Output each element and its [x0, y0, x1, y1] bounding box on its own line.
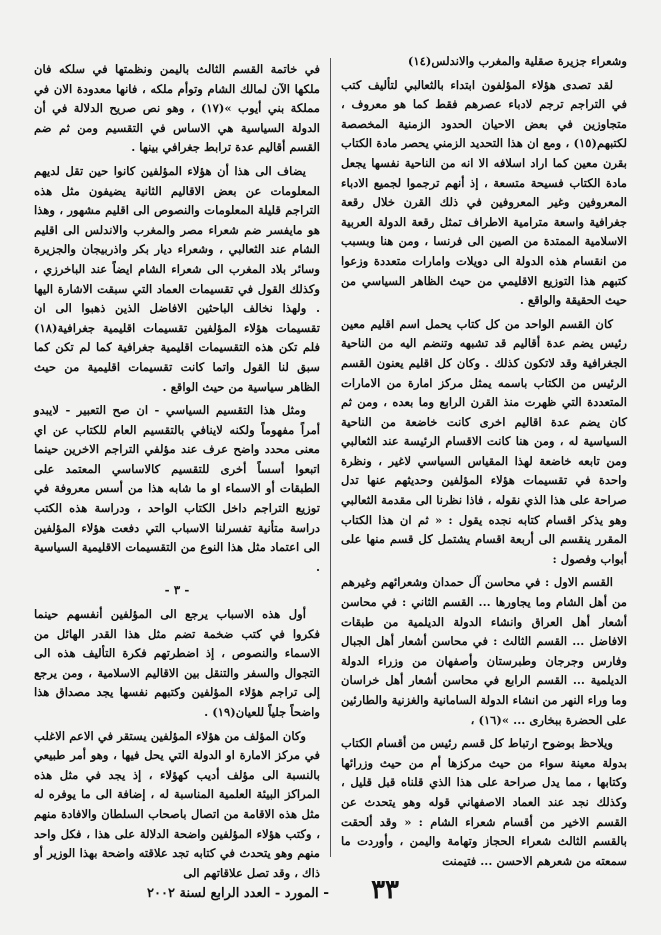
paragraph: ومثل هذا التقسيم السياسي - ان صح التعبير - لايبدو أمراً مفهوماً ولكنه لاينافي بالتقسيم العام للكتاب عن اي معنى محدد واضح عرف عند مؤلفي التراجم الاخرين حينما اتبعوا أسساً أخرى للتقسيم كالاساسي المعتمد على الطبقات أو الاسماء او ما شابه هذا من أسس معروفة في توزيع التراجم داخل الكتاب الواحد ، ودراسة هذه الكتب دراسة متأنية تفسرلنا الاسباب التي دفعت هؤلاء المؤلفين الى اعتماد مثل هذا النوع من التقسيمات الاقليمية السياسية .: [34, 403, 320, 574]
paragraph: لقد تصدى هؤلاء المؤلفون ابتداء بالثعالبي لتأليف كتب في التراجم ترجم لادباء عصرهم فقط كما هو معروف ، متجاوزين في بعض الاحيان الحدود الزمنية المخصصة لكتبهم(١٥) ، ومع ان هذا التحديد الزمني يحصر مادة الكتاب بقرن معين كما اراد اسلافه الا انه من الناحية نفسها يجعل مادة الكتاب فسيحة متسعة ، إذ أنهم ترجموا لجميع الادباء المعروفين وغير المعروفين في ذلك القرن خلال رقعة جغرافية واسعة مترامية الاطراف تمثل رقعة الدولة العربية الاسلامية الممتدة من الصين الى فرنسا ، ومن هنا وبسبب من انقسام هذه الدولة الى دويلات وامارات متعددة وزعوا كتبهم هذا التوزيع الاقليمي من حيث الظاهر السياسي من حيث الحقيقة والواقع .: [341, 77, 627, 308]
right-column: [341, 52, 627, 875]
page-footer: [0, 867, 661, 905]
journal-issue-line: [147, 885, 329, 901]
section-marker: - ٣ -: [164, 583, 190, 598]
paragraph: يضاف الى هذا أن هؤلاء المؤلفين كانوا حين تقل لديهم المعلومات عن بعض الاقاليم الثانية يضيفون مثل هذه التراجم قليلة المعلومات والنصوص الى اقليم مشهور ، وهذا هو مايفسر ضم شعراء مصر والمغرب والاندلس الى اقليم الشام عند الثعالبي ، وشعراء ديار بكر واذربيجان والجزيرة وسائر بلاد المغرب الى شعراء الشام ايضاً عند الباخرزي ، وكذلك القول في تقسيمات العماد التي سبقت الاشارة اليها . ولهذا نخالف الباحثين الافاضل الذين ذهبوا الى ان تقسيمات هؤلاء المؤلفين تقسيمات اقليمية جغرافية(١٨) فلم تكن هذه التقسيمات اقليمية جغرافية كما لم تكن كما سبق لنا القول واتما كانت تقسيمات اقليمية من حيث الظاهر سياسية من حيث الواقع .: [34, 163, 320, 394]
page-number: ٣٣: [371, 875, 399, 905]
paragraph: كان القسم الواحد من كل كتاب يحمل اسم اقليم معين رئيس يضم عدة أقاليم قد تشبهه وتنضم اليه من الناحية الجغرافية وقد لاتكون كذلك . وكان كل اقليم يعنون القسم الرئيس من الكتاب باسمه يمثل مركز امارة من الامارات المتعددة التي ظهرت منذ القرن الرابع وما بعده ، ومن ثم كان يضم عدة اقاليم اخرى كانت خاضعة من الناحية السياسية له ، ومن هنا كانت الاقسام الرئيسة عند الثعالبي ومن تابعه خاضعة لهذا المقياس السياسي لاغير ، ونظرة واحدة في تقسيمات هؤلاء المؤلفين وحديثهم عنها تدل صراحة على هذا الذي نقوله ، فاذا نظرنا الى مقدمة الثعالبي وهو يذكر اقسام كتابه نجده يقول : « ثم ان هذا الكتاب المقرر ينقسم الى أربعة اقسام يشتمل كل قسم منها على أبواب وفصول :: [341, 316, 627, 566]
paragraph: أول هذه الاسباب يرجع الى المؤلفين أنفسهم حينما فكروا في كتب ضخمة تضم مثل هذا القدر الهائل من الاسماء والنصوص ، إذ اضطرتهم فكرة التأليف هذه الى التجوال والسفر والتنقل بين الاقاليم الاسلامية ، ومن يرجع إلى تراجم هؤلاء المؤلفين وكتبهم نفسها يجد مصداق هذا واضحاً جلياً للعيان(١٩) .: [34, 607, 320, 719]
paragraph: القسم الاول : في محاسن آل حمدان وشعرائهم وغيرهم من أهل الشام وما يجاورها ... القسم الثاني : في محاسن أشعار أهل العراق وانشاء الدولة الديلمية من طبقات الافاضل ... القسم الثالث : في محاسن أشعار أهل الجبال وفارس وجرجان وطبرستان وأصفهان من وزراء الدولة الديلمية ... القسم الرابع في محاسن أشعار أهل خراسان وما وراء النهر من انشاء الدولة السامانية والغزنية والطارئين على الحضرة ببخارى ... »(١٦) ،: [341, 575, 627, 727]
paragraph: في خاتمة القسم الثالث باليمن ونظمتها في سلكه فان ملكها الآن لمالك الشام وتوأم ملكه ، فانها معدودة الان في مملكة بني أيوب »(١٧) ، وهو نص صريح الدلالة في أن الدولة السياسية هي الاساس في التقسيم ومن ثم ضم القسم أقاليم عدة ترابط جغرافي بينها .: [34, 62, 320, 155]
column-divider: [330, 58, 331, 857]
paragraph: وشعراء جزيرة صقلية والمغرب والاندلس(١٤): [407, 54, 627, 68]
footer-dash: -: [323, 885, 329, 901]
journal-issue-text: المورد - العدد الرابع لسنة ٢٠٠٢: [147, 886, 319, 901]
left-column: [34, 60, 320, 887]
paragraph: وكان المؤلف من هؤلاء المؤلفين يستقر في الاعم الاغلب في مركز الامارة او الدولة التي يحل فيها ، وهو أمر طبيعي بالنسبة الى مؤلف أديب كهؤلاء ، إذ يجد في مثل هذه المراكز البيئة العلمية المناسبة له ، إضافة الى ما يوفره له مثل هذه الاقامة من اتصال باصحاب السلطان والافادة منهم ، وكتب هؤلاء المؤلفين واضحة الدلالة على هذا ، فكل واحد منهم وهو يتحدث في كتابه تجد علاقته واضحة بهذا الوزير أو ذاك ، وقد تصل علاقاتهم الى: [34, 728, 320, 880]
paragraph: ويلاحظ بوضوح ارتباط كل قسم رئيس من أقسام الكتاب بدولة معينة سواء من حيث مركزها أم من حيث وزرائها وكتابها ، مما يدل صراحة على هذا الذي قلناه قبل قليل ، وكذلك نجد عند العماد الاصفهاني قوله وهو يتحدث عن القسم الاخير من أقسام شعراء الشام : « وقد ألحقت بالقسم الثالث شعراء الحجاز وتهامة واليمن ، وأوردت ما سمعته من شعرهم الاحسن ... فتيمنت: [341, 736, 627, 868]
